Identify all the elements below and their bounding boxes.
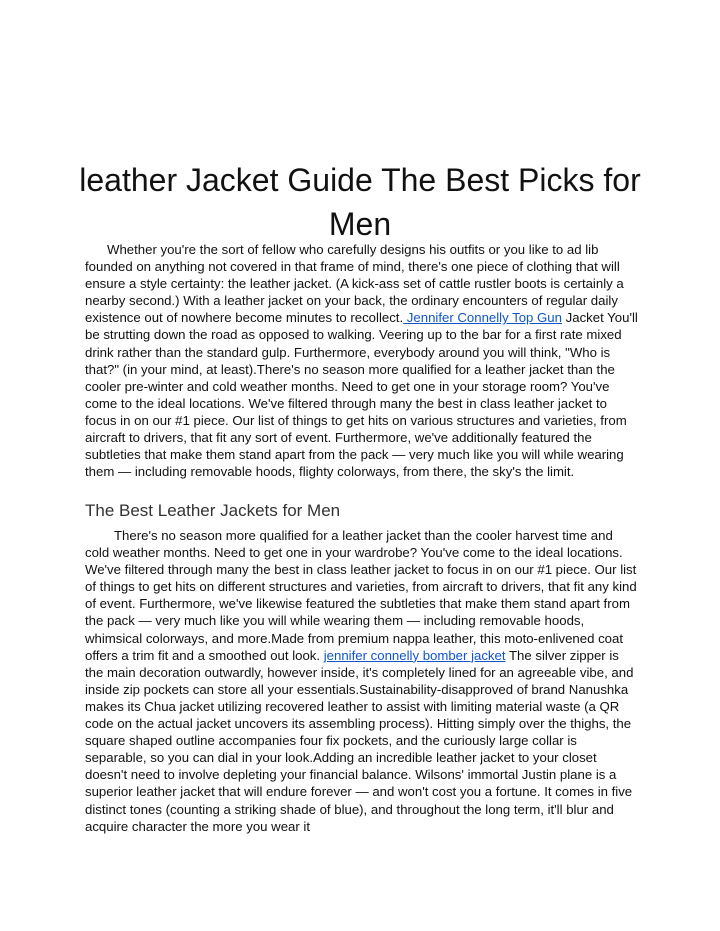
section-text-after-link: The silver zipper is the main decoration outwardly, however inside, it's completely lined for an agreeable vibe, and inside zip pockets can store all your essentials.Sustainability-disapproved of brand Nanushka makes its Chua jacket utilizing recovered leather to assist with limiting material waste (a QR code on the actual jacket uncovers its assembling process). Hitting simply over the thighs, the square shaped outline accompanies four fix pockets, and the curiously large collar is separable, so you can dial in your look.Adding an incredible leather jacket to your closet doesn't need to involve depleting your financial balance. Wilsons' immortal Justin plane is a superior leather jacket that will endure forever — and won't cost you a fortune. It comes in five distinct tones (counting a striking shade of blue), and throughout the long term, it'll blur and acquire character the more you wear it xyxy=(85,647,634,834)
intro-text-after-link: Jacket You'll be strutting down the road as opposed to walking. Veering up to the bar for a first rate mixed drink rather than the standard gulp. Furthermore, everybody around you will think, "Who is that?" (in your mind, at least).There's no season more qualified for a leather jacket than the cooler pre-winter and cold weather months. Need to get one in your storage room? You've come to the ideal locations. We've filtered through many the best in class leather jacket to focus in on our #1 piece. Our list of things to get hits on various structures and varieties, from aircraft to drivers, that fit any sort of event. Furthermore, we've additionally featured the subtleties that make them stand apart from the pack — very much like you will while wearing them — including removable hoods, flighty colorways, from there, the sky's the limit. xyxy=(85,310,638,480)
intro-text-before-link: Whether you're the sort of fellow who carefully designs his outfits or you like to ad lib founded on anything not covered in that frame of mind, there's one piece of clothing that will ensure a style certainty: the leather jacket. (A kick-ass set of cattle rustler boots is certainly a nearby second.) With a leather jacket on your back, the ordinary encounters of regular daily existence out of nowhere become minutes to recollect. xyxy=(85,242,624,326)
jennifer-connelly-top-gun-link[interactable]: Jennifer Connelly Top Gun xyxy=(403,310,562,326)
section-paragraph xyxy=(85,527,640,835)
intro-paragraph xyxy=(85,241,640,480)
jennifer-connelly-bomber-jacket-link[interactable]: jennifer connelly bomber jacket xyxy=(323,647,506,663)
section-heading: The Best Leather Jackets for Men xyxy=(85,501,341,520)
page-title: leather Jacket Guide The Best Picks for Men xyxy=(79,162,641,242)
section-text-before-link: There's no season more qualified for a leather jacket than the cooler harvest time and cold weather months. Need to get one in your wardrobe? You've come to the ideal locations. We've filtered through many the best in class leather jacket to focus in on our #1 piece. Our list of things to get hits on different structures and varieties, from aircraft to drivers, that fit any kind of event. Furthermore, we've likewise featured the subtleties that make them stand apart from the pack — very much like you will while wearing them — including removable hoods, whimsical colorways, and more.Made from premium nappa leather, this moto-enlivened coat offers a trim fit and a smoothed out look. xyxy=(85,528,637,663)
